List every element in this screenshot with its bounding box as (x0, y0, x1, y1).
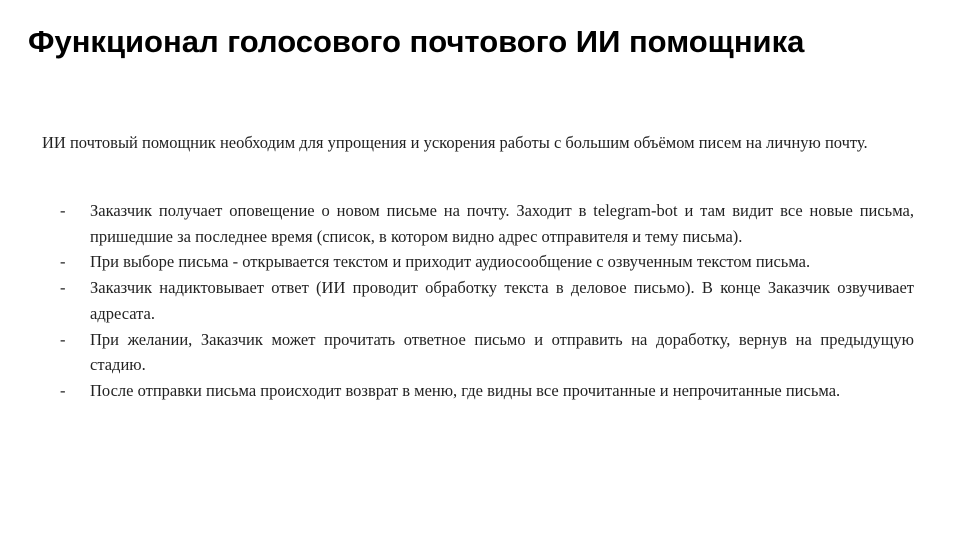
slide-title: Функционал голосового почтового ИИ помощника (28, 24, 805, 59)
bullet-dash: - (60, 201, 66, 220)
bullet-dash: - (60, 380, 66, 400)
list-item (42, 198, 914, 249)
bullet-dash: - (60, 252, 66, 272)
list-item-text: Заказчик надиктовывает ответ (ИИ проводит обработку текста в деловое письмо). В конце Заказчик озвучивает адресата. (90, 278, 914, 323)
list-item (42, 327, 914, 378)
list-item-text: После отправки письма происходит возврат в меню, где видны все прочитанные и непрочитанные письма. (90, 380, 841, 400)
list-item (42, 249, 914, 275)
list-item (42, 378, 914, 404)
list-item-text: При желании, Заказчик может прочитать ответное письмо и отправить на доработку, вернув на предыдущую стадию. (90, 329, 914, 375)
bullet-dash: - (60, 278, 66, 298)
bullet-dash: - (60, 329, 66, 349)
list-item-text: При выборе письма - открывается текстом и приходит аудиосообщение с озвученным текстом письма. (90, 252, 811, 272)
feature-list (42, 198, 914, 404)
intro-paragraph: ИИ почтовый помощник необходим для упрощения и ускорения работы с большим объёмом писем на личную почту. (42, 133, 868, 152)
list-item (42, 275, 914, 326)
list-item-text: Заказчик получает оповещение о новом письме на почту. Заходит в telegram-bot и там видит все новые письма, пришедшие за последнее время (список, в котором видно адрес отправителя и тему письма). (90, 201, 914, 246)
